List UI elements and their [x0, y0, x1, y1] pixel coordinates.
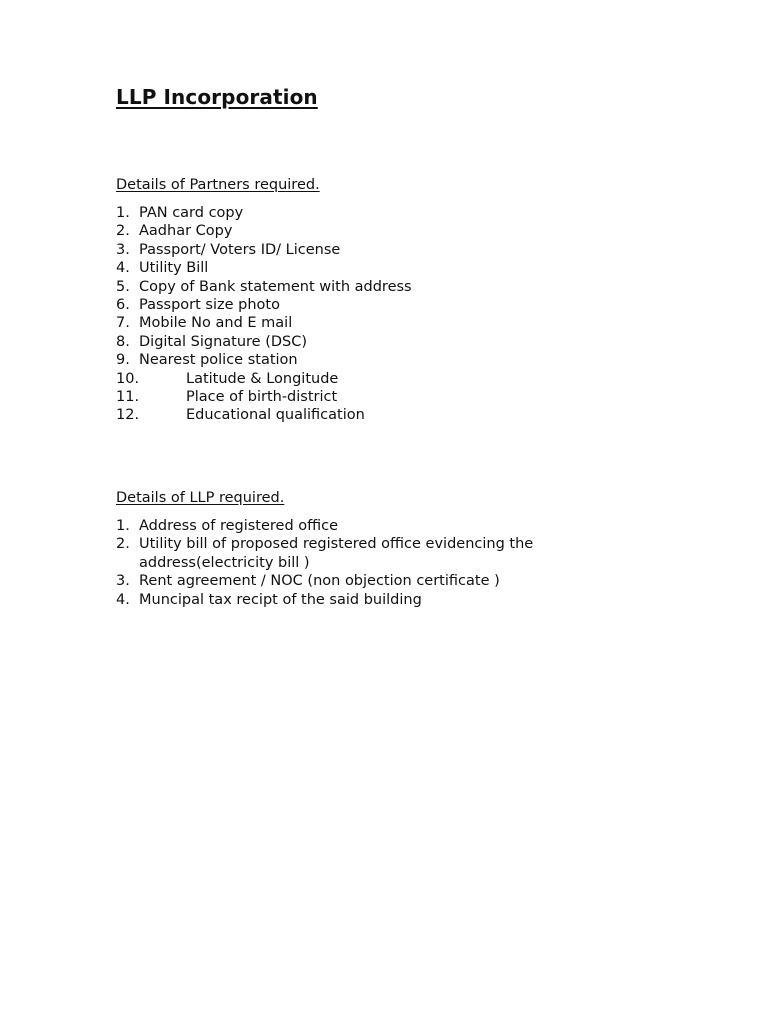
- list-item-text: Muncipal tax recipt of the said building: [139, 591, 422, 608]
- partners-section-heading: Details of Partners required.: [116, 177, 320, 193]
- list-item: [116, 591, 579, 609]
- list-item: [116, 406, 412, 424]
- list-item-number: 10.: [116, 370, 140, 387]
- list-item-text: Address of registered office: [139, 518, 339, 534]
- list-item: [116, 388, 412, 406]
- list-item: [116, 314, 412, 332]
- llp-list: [116, 517, 579, 609]
- list-item-text: Passport/ Voters ID/ License: [139, 241, 341, 258]
- list-item: [116, 222, 412, 240]
- list-item-number: 4.: [116, 260, 130, 277]
- list-item: [116, 517, 579, 535]
- list-item-text: Nearest police station: [139, 352, 298, 369]
- list-item-number: 2.: [116, 536, 130, 553]
- page-title: LLP Incorporation: [116, 85, 318, 109]
- list-item-number: 12.: [116, 407, 140, 424]
- list-item-text: Copy of Bank statement with address: [139, 278, 412, 295]
- list-item-number: 9.: [116, 352, 130, 369]
- list-item-number: 1.: [116, 205, 130, 221]
- list-item-number: 3.: [116, 241, 130, 258]
- list-item: [116, 351, 412, 369]
- list-item-number: 5.: [116, 278, 130, 295]
- list-item-text: Aadhar Copy: [139, 223, 233, 240]
- list-item: [116, 259, 412, 277]
- list-item-text: Utility Bill: [139, 260, 209, 277]
- list-item: [116, 370, 412, 388]
- list-item: [116, 296, 412, 314]
- list-item-number: 8.: [116, 333, 130, 350]
- list-item: [116, 204, 412, 222]
- list-item-number: 6.: [116, 297, 130, 314]
- list-item-text: Educational qualification: [186, 407, 365, 424]
- list-item-text: Rent agreement / NOC (non objection certificate ): [139, 573, 500, 590]
- list-item-number: 11.: [116, 389, 140, 406]
- list-item: [116, 572, 579, 590]
- list-item-text: Place of birth-district: [186, 389, 338, 406]
- list-item-text: Digital Signature (DSC): [139, 333, 308, 350]
- llp-section-heading: Details of LLP required.: [116, 490, 285, 506]
- list-item-text: Latitude & Longitude: [186, 370, 339, 387]
- list-item: [116, 241, 412, 259]
- list-item: [116, 333, 412, 351]
- list-item: [116, 535, 579, 572]
- list-item-text: Utility bill of proposed registered office evidencing the address(electricity bill ): [139, 536, 534, 571]
- list-item: [116, 278, 412, 296]
- list-item-number: 3.: [116, 573, 130, 590]
- list-item-text: PAN card copy: [139, 205, 244, 221]
- list-item-number: 2.: [116, 223, 130, 240]
- list-item-number: 7.: [116, 315, 130, 332]
- list-item-text: Mobile No and E mail: [139, 315, 293, 332]
- list-item-number: 1.: [116, 518, 130, 534]
- list-item-text: Passport size photo: [139, 297, 280, 314]
- partners-list: [116, 204, 412, 425]
- list-item-number: 4.: [116, 591, 130, 608]
